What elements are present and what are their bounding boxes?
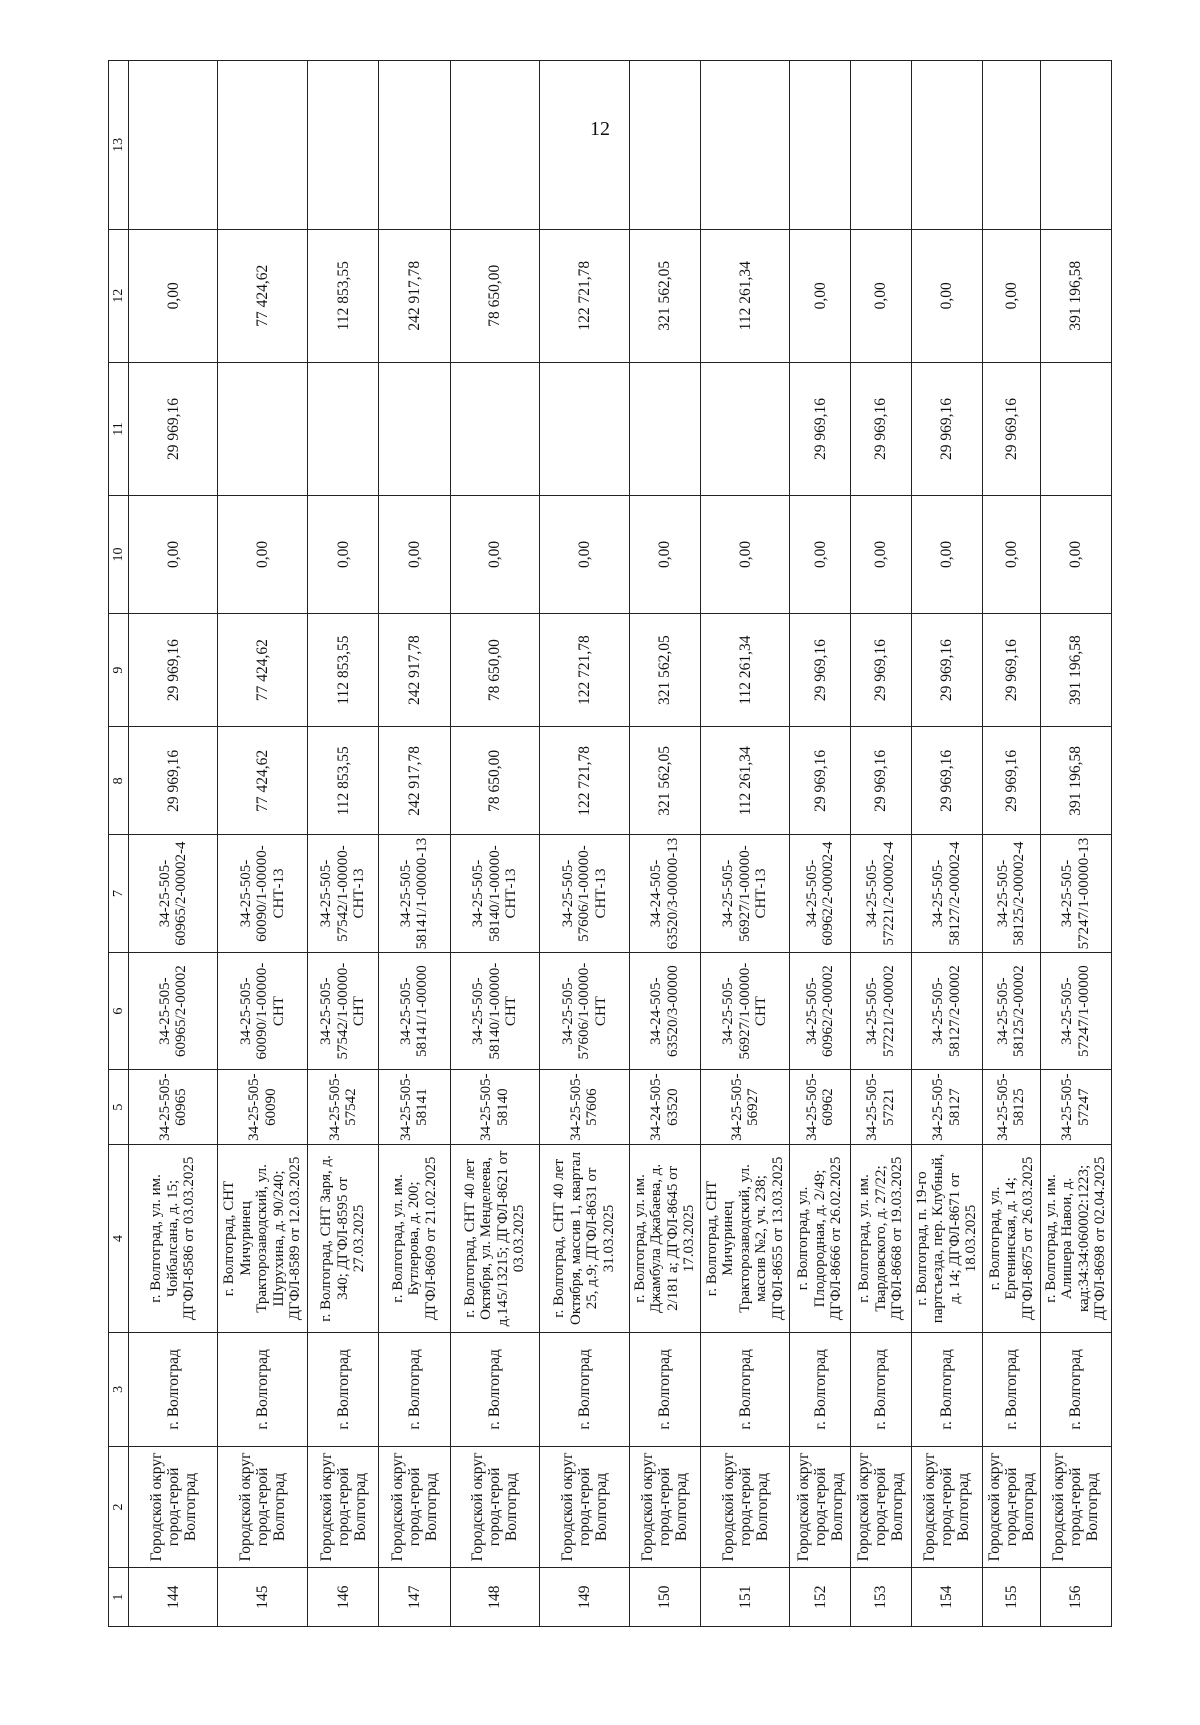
page-number: 12 xyxy=(590,118,610,140)
cell-amount-paid: 77 424,62 xyxy=(218,613,307,727)
cell-connection-id: 34-25-505-58140/1-00000-СНТ xyxy=(450,952,539,1070)
cell-address-and-contract: г. Волгоград, ул. им. Чойбалсана, д. 15; ДГФЛ-8586 от 03.03.2025 xyxy=(129,1144,218,1332)
cell-settlement: г. Волгоград xyxy=(307,1333,378,1447)
column-header: 2 xyxy=(109,1446,129,1568)
cell-municipality: Городской округ город-герой Волгоград xyxy=(540,1446,629,1568)
cell-request-id: 34-25-505-58141/1-00000-13 xyxy=(379,835,450,953)
cell-object-code: 34-25-505-58141 xyxy=(379,1070,450,1144)
cell-amount-total: 321 562,05 xyxy=(629,727,700,835)
cell-row-number: 146 xyxy=(307,1568,378,1627)
cell-connection-id: 34-25-505-58141/1-00000 xyxy=(379,952,450,1070)
cell-note xyxy=(700,61,789,230)
cell-settlement: г. Волгоград xyxy=(540,1333,629,1447)
rotated-table-wrapper xyxy=(108,60,1112,1627)
table-row xyxy=(540,61,629,1627)
cell-settlement: г. Волгоград xyxy=(379,1333,450,1447)
cell-municipality: Городской округ город-герой Волгоград xyxy=(911,1446,982,1568)
column-header: 1 xyxy=(109,1568,129,1627)
cell-object-code: 34-25-505-57606 xyxy=(540,1070,629,1144)
cell-amount-col10: 0,00 xyxy=(540,496,629,614)
cell-amount-col11 xyxy=(307,362,378,495)
cell-amount-col12: 321 562,05 xyxy=(629,229,700,362)
cell-address-and-contract: г. Волгоград, ул. им. Алишера Навои, д. кад:34:34:060002:1223; ДГФЛ-8698 от 02.04.2025 xyxy=(1040,1144,1111,1332)
cell-amount-col10: 0,00 xyxy=(450,496,539,614)
cell-address-and-contract: г. Волгоград, СНТ Мичуринец Тракторозаводский, ул. массив №2, уч. 238; ДГФЛ-8655 от 13.03.2025 xyxy=(700,1144,789,1332)
cell-request-id: 34-25-505-56927/1-00000-СНТ-13 xyxy=(700,835,789,953)
table-row xyxy=(129,61,218,1627)
column-header: 12 xyxy=(109,229,129,362)
cell-object-code: 34-25-505-58127 xyxy=(911,1070,982,1144)
cell-object-code: 34-25-505-57247 xyxy=(1040,1070,1111,1144)
cell-connection-id: 34-25-505-57542/1-00000-СНТ xyxy=(307,952,378,1070)
cell-amount-col11 xyxy=(218,362,307,495)
cell-request-id: 34-25-505-57606/1-00000-СНТ-13 xyxy=(540,835,629,953)
cell-amount-paid: 242 917,78 xyxy=(379,613,450,727)
cell-amount-total: 29 969,16 xyxy=(790,727,851,835)
cell-amount-paid: 29 969,16 xyxy=(911,613,982,727)
cell-municipality: Городской округ город-герой Волгоград xyxy=(218,1446,307,1568)
cell-amount-col12: 0,00 xyxy=(911,229,982,362)
cell-connection-id: 34-25-505-56927/1-00000-СНТ xyxy=(700,952,789,1070)
cell-amount-col11: 29 969,16 xyxy=(983,362,1041,495)
cell-connection-id: 34-25-505-57221/2-00002 xyxy=(851,952,912,1070)
cell-connection-id: 34-25-505-57606/1-00000-СНТ xyxy=(540,952,629,1070)
cell-note xyxy=(911,61,982,230)
column-header: 3 xyxy=(109,1333,129,1447)
cell-settlement: г. Волгоград xyxy=(983,1333,1041,1447)
cell-address-and-contract: г. Волгоград, СНТ 40 лет Октября, ул. Менделеева, д.145/13215; ДГФЛ-8621 от 03.03.2025 xyxy=(450,1144,539,1332)
cell-municipality: Городской округ город-герой Волгоград xyxy=(450,1446,539,1568)
registry-table xyxy=(108,60,1112,1627)
cell-amount-total: 242 917,78 xyxy=(379,727,450,835)
column-header: 13 xyxy=(109,61,129,230)
cell-amount-paid: 29 969,16 xyxy=(851,613,912,727)
cell-connection-id: 34-25-505-60090/1-00000-СНТ xyxy=(218,952,307,1070)
cell-amount-col12: 391 196,58 xyxy=(1040,229,1111,362)
cell-municipality: Городской округ город-герой Волгоград xyxy=(379,1446,450,1568)
table-row xyxy=(218,61,307,1627)
cell-request-id: 34-25-505-58125/2-00002-4 xyxy=(983,835,1041,953)
cell-amount-col11 xyxy=(379,362,450,495)
cell-object-code: 34-25-505-60962 xyxy=(790,1070,851,1144)
cell-object-code: 34-25-505-57542 xyxy=(307,1070,378,1144)
cell-amount-col11: 29 969,16 xyxy=(790,362,851,495)
cell-address-and-contract: г. Волгоград, СНТ Мичуринец Тракторозаводский, ул. Шурухина, д. 90/240; ДГФЛ-8589 от 12.03.2025 xyxy=(218,1144,307,1332)
cell-amount-col10: 0,00 xyxy=(851,496,912,614)
cell-settlement: г. Волгоград xyxy=(911,1333,982,1447)
cell-amount-total: 78 650,00 xyxy=(450,727,539,835)
cell-municipality: Городской округ город-герой Волгоград xyxy=(700,1446,789,1568)
cell-amount-col11 xyxy=(700,362,789,495)
cell-municipality: Городской округ город-герой Волгоград xyxy=(851,1446,912,1568)
cell-municipality: Городской округ город-герой Волгоград xyxy=(307,1446,378,1568)
table-row xyxy=(1040,61,1111,1627)
cell-object-code: 34-25-505-56927 xyxy=(700,1070,789,1144)
cell-row-number: 144 xyxy=(129,1568,218,1627)
cell-amount-paid: 29 969,16 xyxy=(790,613,851,727)
cell-amount-col12: 242 917,78 xyxy=(379,229,450,362)
cell-address-and-contract: г. Волгоград, ул. им. Джамбула Джабаева, д. 2/181 а; ДГФЛ-8645 от 17.03.2025 xyxy=(629,1144,700,1332)
cell-note xyxy=(307,61,378,230)
cell-amount-col10: 0,00 xyxy=(218,496,307,614)
cell-settlement: г. Волгоград xyxy=(1040,1333,1111,1447)
cell-address-and-contract: г. Волгоград, ул. Ергенинская, д. 14; ДГФЛ-8675 от 26.03.2025 xyxy=(983,1144,1041,1332)
cell-connection-id: 34-25-505-60962/2-00002 xyxy=(790,952,851,1070)
cell-amount-total: 112 853,55 xyxy=(307,727,378,835)
column-header: 5 xyxy=(109,1070,129,1144)
cell-amount-paid: 112 261,34 xyxy=(700,613,789,727)
cell-amount-col11: 29 969,16 xyxy=(851,362,912,495)
cell-request-id: 34-25-505-58140/1-00000-СНТ-13 xyxy=(450,835,539,953)
cell-amount-col11 xyxy=(450,362,539,495)
table-row xyxy=(983,61,1041,1627)
cell-municipality: Городской округ город-герой Волгоград xyxy=(1040,1446,1111,1568)
column-header: 8 xyxy=(109,727,129,835)
cell-note xyxy=(218,61,307,230)
cell-amount-total: 391 196,58 xyxy=(1040,727,1111,835)
cell-amount-total: 112 261,34 xyxy=(700,727,789,835)
cell-municipality: Городской округ город-герой Волгоград xyxy=(629,1446,700,1568)
cell-connection-id: 34-25-505-58127/2-00002 xyxy=(911,952,982,1070)
cell-amount-total: 122 721,78 xyxy=(540,727,629,835)
cell-amount-col12: 122 721,78 xyxy=(540,229,629,362)
cell-object-code: 34-25-505-60965 xyxy=(129,1070,218,1144)
column-number-row xyxy=(109,61,129,1627)
cell-amount-col11 xyxy=(540,362,629,495)
cell-amount-total: 29 969,16 xyxy=(983,727,1041,835)
cell-amount-col12: 0,00 xyxy=(851,229,912,362)
cell-amount-col10: 0,00 xyxy=(307,496,378,614)
cell-row-number: 145 xyxy=(218,1568,307,1627)
cell-note xyxy=(1040,61,1111,230)
cell-note xyxy=(379,61,450,230)
cell-row-number: 156 xyxy=(1040,1568,1111,1627)
cell-row-number: 150 xyxy=(629,1568,700,1627)
cell-address-and-contract: г. Волгоград, п. 19-го партсъезда, пер. Клубный, д. 14; ДГФЛ-8671 от 18.03.2025 xyxy=(911,1144,982,1332)
cell-amount-col11 xyxy=(629,362,700,495)
cell-settlement: г. Волгоград xyxy=(629,1333,700,1447)
cell-row-number: 148 xyxy=(450,1568,539,1627)
cell-municipality: Городской округ город-герой Волгоград xyxy=(129,1446,218,1568)
cell-row-number: 149 xyxy=(540,1568,629,1627)
cell-address-and-contract: г. Волгоград, СНТ 40 лет Октября, массив 1, квартал 25, д.9; ДГФЛ-8631 от 31.03.2025 xyxy=(540,1144,629,1332)
table-row xyxy=(379,61,450,1627)
table-body xyxy=(129,61,1112,1627)
cell-object-code: 34-25-505-58125 xyxy=(983,1070,1041,1144)
cell-amount-col11 xyxy=(1040,362,1111,495)
table-row xyxy=(790,61,851,1627)
cell-object-code: 34-24-505-63520 xyxy=(629,1070,700,1144)
cell-request-id: 34-25-505-57542/1-00000-СНТ-13 xyxy=(307,835,378,953)
column-header: 4 xyxy=(109,1144,129,1332)
cell-note xyxy=(129,61,218,230)
table-row xyxy=(700,61,789,1627)
cell-amount-col10: 0,00 xyxy=(790,496,851,614)
cell-address-and-contract: г. Волгоград, ул. Плодородная, д. 2/49; ДГФЛ-8666 от 26.02.2025 xyxy=(790,1144,851,1332)
cell-row-number: 147 xyxy=(379,1568,450,1627)
cell-amount-col10: 0,00 xyxy=(700,496,789,614)
table-row xyxy=(307,61,378,1627)
cell-request-id: 34-25-505-60962/2-00002-4 xyxy=(790,835,851,953)
cell-amount-col10: 0,00 xyxy=(983,496,1041,614)
cell-amount-paid: 29 969,16 xyxy=(983,613,1041,727)
cell-object-code: 34-25-505-60090 xyxy=(218,1070,307,1144)
cell-amount-col10: 0,00 xyxy=(911,496,982,614)
cell-amount-col10: 0,00 xyxy=(1040,496,1111,614)
cell-amount-total: 77 424,62 xyxy=(218,727,307,835)
cell-connection-id: 34-25-505-58125/2-00002 xyxy=(983,952,1041,1070)
table-row xyxy=(629,61,700,1627)
cell-amount-col11: 29 969,16 xyxy=(129,362,218,495)
cell-note xyxy=(629,61,700,230)
table-row xyxy=(851,61,912,1627)
table-row xyxy=(450,61,539,1627)
column-header: 10 xyxy=(109,496,129,614)
cell-note xyxy=(450,61,539,230)
cell-amount-paid: 391 196,58 xyxy=(1040,613,1111,727)
cell-object-code: 34-25-505-58140 xyxy=(450,1070,539,1144)
cell-address-and-contract: г. Волгоград, СНТ Заря, д. 340; ДГФЛ-8595 от 27.03.2025 xyxy=(307,1144,378,1332)
cell-request-id: 34-25-505-58127/2-00002-4 xyxy=(911,835,982,953)
cell-settlement: г. Волгоград xyxy=(700,1333,789,1447)
cell-amount-col12: 77 424,62 xyxy=(218,229,307,362)
cell-amount-col12: 0,00 xyxy=(129,229,218,362)
cell-row-number: 151 xyxy=(700,1568,789,1627)
cell-amount-total: 29 969,16 xyxy=(911,727,982,835)
cell-row-number: 152 xyxy=(790,1568,851,1627)
cell-amount-col10: 0,00 xyxy=(129,496,218,614)
table-row xyxy=(911,61,982,1627)
cell-amount-paid: 321 562,05 xyxy=(629,613,700,727)
cell-settlement: г. Волгоград xyxy=(851,1333,912,1447)
cell-amount-total: 29 969,16 xyxy=(129,727,218,835)
cell-connection-id: 34-24-505-63520/3-00000 xyxy=(629,952,700,1070)
cell-settlement: г. Волгоград xyxy=(129,1333,218,1447)
cell-row-number: 155 xyxy=(983,1568,1041,1627)
cell-amount-col12: 112 261,34 xyxy=(700,229,789,362)
cell-note xyxy=(540,61,629,230)
cell-settlement: г. Волгоград xyxy=(450,1333,539,1447)
cell-row-number: 154 xyxy=(911,1568,982,1627)
cell-settlement: г. Волгоград xyxy=(218,1333,307,1447)
column-header: 6 xyxy=(109,952,129,1070)
cell-amount-paid: 78 650,00 xyxy=(450,613,539,727)
cell-connection-id: 34-25-505-60965/2-00002 xyxy=(129,952,218,1070)
cell-address-and-contract: г. Волгоград, ул. им. Бутлерова, д. 200; ДГФЛ-8609 от 21.02.2025 xyxy=(379,1144,450,1332)
cell-amount-col12: 0,00 xyxy=(790,229,851,362)
column-header: 9 xyxy=(109,613,129,727)
cell-row-number: 153 xyxy=(851,1568,912,1627)
cell-note xyxy=(851,61,912,230)
cell-amount-col12: 112 853,55 xyxy=(307,229,378,362)
cell-note xyxy=(983,61,1041,230)
column-header: 11 xyxy=(109,362,129,495)
cell-amount-total: 29 969,16 xyxy=(851,727,912,835)
cell-amount-col10: 0,00 xyxy=(379,496,450,614)
cell-request-id: 34-25-505-57221/2-00002-4 xyxy=(851,835,912,953)
cell-amount-paid: 112 853,55 xyxy=(307,613,378,727)
cell-amount-col10: 0,00 xyxy=(629,496,700,614)
cell-request-id: 34-25-505-57247/1-00000-13 xyxy=(1040,835,1111,953)
cell-settlement: г. Волгоград xyxy=(790,1333,851,1447)
cell-amount-col12: 78 650,00 xyxy=(450,229,539,362)
cell-amount-col11: 29 969,16 xyxy=(911,362,982,495)
cell-note xyxy=(790,61,851,230)
cell-amount-paid: 122 721,78 xyxy=(540,613,629,727)
column-header: 7 xyxy=(109,835,129,953)
cell-amount-col12: 0,00 xyxy=(983,229,1041,362)
cell-connection-id: 34-25-505-57247/1-00000 xyxy=(1040,952,1111,1070)
cell-request-id: 34-24-505-63520/3-00000-13 xyxy=(629,835,700,953)
cell-municipality: Городской округ город-герой Волгоград xyxy=(790,1446,851,1568)
cell-municipality: Городской округ город-герой Волгоград xyxy=(983,1446,1041,1568)
cell-object-code: 34-25-505-57221 xyxy=(851,1070,912,1144)
cell-amount-paid: 29 969,16 xyxy=(129,613,218,727)
cell-address-and-contract: г. Волгоград, ул. им. Твардовского, д. 27/22; ДГФЛ-8668 от 19.03.2025 xyxy=(851,1144,912,1332)
cell-request-id: 34-25-505-60090/1-00000-СНТ-13 xyxy=(218,835,307,953)
cell-request-id: 34-25-505-60965/2-00002-4 xyxy=(129,835,218,953)
